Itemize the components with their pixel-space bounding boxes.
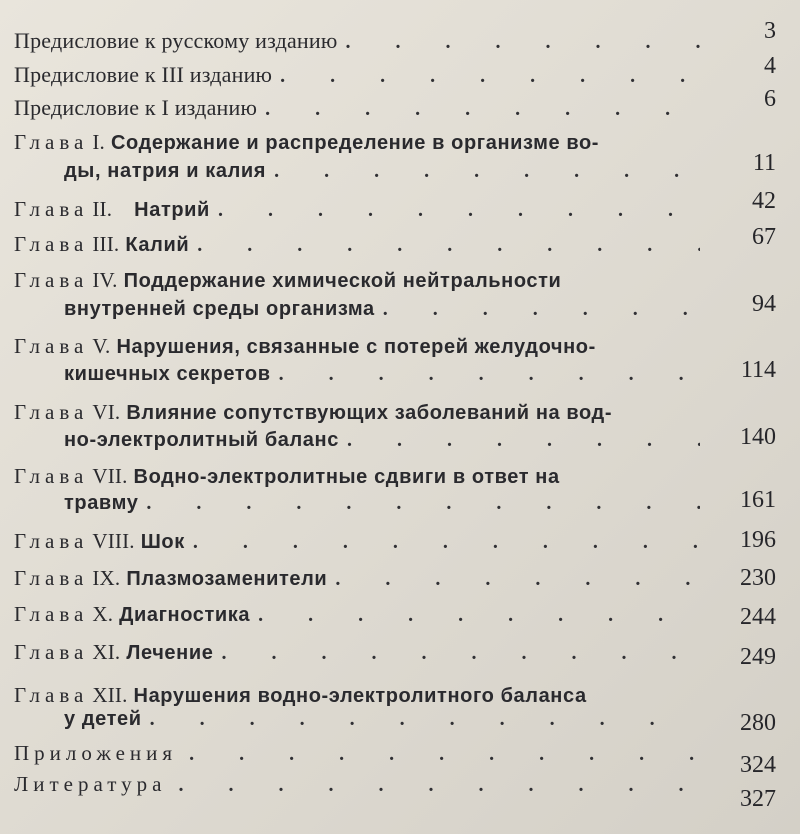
chapter-number: VII. [92,464,128,488]
entry-title: Предисловие к русскому изданию [14,28,338,53]
page-number: 244 [740,604,776,630]
entry-title: Предисловие к I изданию [14,95,258,120]
entry-title-continued: ды, натрия и калия [64,160,267,182]
leader-dots [258,604,700,627]
page-number: 114 [740,357,776,383]
chapter-prefix: Глава [14,464,89,488]
chapter-number: II. [92,197,113,221]
leader-dots [335,568,700,591]
entry-title: Натрий [134,199,210,221]
leader-dots [197,234,700,257]
leader-dots [178,774,700,797]
chapter-number: I. [92,130,105,154]
entry-title: Нарушения водно-электролитного баланса [133,685,587,707]
chapter-prefix: Глава [14,197,89,221]
leader-dots [265,98,700,121]
entry-title: Плазмозаменители [126,568,328,590]
leader-dots [221,642,700,665]
entry-title: Поддержание химической нейтральности [123,270,562,292]
chapter-prefix: Глава [14,683,89,707]
chapter-prefix: Глава [14,232,89,256]
page-number: 324 [740,752,776,778]
page-number: 94 [752,291,776,317]
entry-title: Диагностика [119,604,251,626]
chapter-prefix: Глава [14,268,89,292]
leader-dots [280,65,700,88]
chapter-prefix: Глава [14,640,89,664]
page-number: 67 [752,224,776,250]
page-number: 42 [752,188,776,214]
chapter-number: IV. [92,268,118,292]
entry-title-continued: у детей [64,708,142,730]
leader-dots [279,363,700,386]
entry-title: Содержание и распределение в организме во- [110,132,600,154]
page-number: 280 [740,710,776,736]
chapter-number: VIII. [92,529,135,553]
entry-title: Нарушения, связанные с потерей желудочно- [116,336,596,358]
page-number: 11 [752,150,776,176]
chapter-prefix: Глава [14,400,89,424]
leader-dots [274,160,700,183]
leader-dots [193,531,700,554]
chapter-number: III. [92,232,120,256]
page-number: 4 [764,53,776,79]
chapter-prefix: Глава [14,566,89,590]
chapter-number: X. [92,602,114,626]
leader-dots [146,492,700,515]
page-number: 140 [740,424,776,450]
entry-title-continued: травму [64,492,139,514]
chapter-number: IX. [92,566,121,590]
entry-title: Калий [125,234,190,256]
leader-dots [218,199,700,222]
leader-dots [347,429,700,452]
leader-dots [383,298,700,321]
entry-title: Водно-электролитные сдвиги в ответ на [133,466,560,488]
chapter-number: XI. [92,640,121,664]
chapter-prefix: Глава [14,602,89,626]
entry-title: Шок [140,531,185,553]
chapter-number: XII. [92,683,128,707]
chapter-prefix: Глава [14,130,89,154]
leader-dots [189,743,700,766]
page-number: 327 [740,786,776,812]
page-number: 196 [740,527,776,553]
page-number: 161 [740,487,776,513]
chapter-number: VI. [92,400,121,424]
chapter-number: V. [92,334,111,358]
entry-title: Влияние сопутствующих заболеваний на вод- [126,402,613,424]
entry-title: Лечение [126,642,214,664]
entry-title: Предисловие к III изданию [14,62,273,87]
entry-title: Литература [14,772,167,796]
entry-title-continued: но-электролитный баланс [64,429,339,451]
page-number: 230 [740,565,776,591]
entry-title-continued: кишечных секретов [64,363,271,385]
page-number: 6 [764,86,776,112]
leader-dots [346,31,700,54]
page-number: 3 [764,18,776,44]
page-number: 249 [740,644,776,670]
chapter-prefix: Глава [14,334,89,358]
leader-dots [150,708,700,731]
entry-title-continued: внутренней среды организма [64,298,375,320]
chapter-prefix: Глава [14,529,89,553]
entry-title: Приложения [14,741,178,765]
